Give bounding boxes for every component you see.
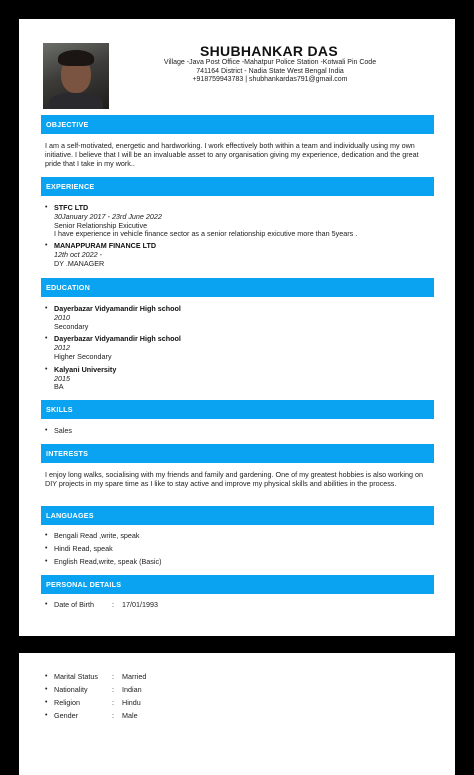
detail-value: Indian [122,684,142,694]
personal-detail-row [45,712,435,721]
employer-name: • STFC LTD [54,203,89,212]
personal-detail-row [45,673,435,682]
graduation-year: 2012 [54,343,70,353]
detail-separator: : [112,672,114,681]
language-item: • English Read,write, speak (Basic) [45,558,435,567]
personal-details-heading: PERSONAL DETAILS [41,575,434,594]
education-item [45,305,435,331]
employment-dates: 30January 2017 - 23rd June 2022 [54,211,162,221]
languages-heading: LANGUAGES [41,506,434,525]
detail-label: • Religion [54,697,80,707]
skills-list [45,427,435,436]
school-name: • Dayerbazar Vidyamandir High school [54,304,181,313]
resume-header [19,19,455,111]
experience-item [45,242,435,268]
school-name: • Dayerbazar Vidyamandir High school [54,334,181,344]
address-line-1: Village -Java Post Office -Mahatpur Police Station -Kotwali Pin Code [163,59,377,66]
education-level: Secondary [54,321,89,331]
job-description: I have experience in vehicle finance sector as a senior relationship exicutive more than 5years . [54,229,358,239]
resume-page-1 [19,19,455,636]
languages-list [45,532,435,566]
personal-detail-row [45,686,435,695]
graduation-year: 2015 [54,373,70,383]
language-item: • Bengali Read ,write, speak [45,532,435,541]
language-item: • Hindi Read, speak [45,545,435,554]
detail-value: Male [122,710,138,720]
detail-label: • Nationality [54,684,88,694]
personal-details-continued [45,673,435,721]
resume-page-2 [19,653,455,775]
skills-heading: SKILLS [41,400,434,419]
objective-heading: OBJECTIVE [41,115,434,134]
job-title: DY .MANAGER [54,258,105,268]
detail-value: 17/01/1993 [122,600,158,609]
detail-label: • Date of Birth [54,600,94,609]
experience-heading: EXPERIENCE [41,177,434,196]
education-item [45,335,435,361]
job-title: Senior Relationship Exicutive [54,220,148,230]
personal-detail-row [45,699,435,708]
contact-info [115,59,425,85]
skill-item: • Sales [45,427,435,436]
employer-name: • MANAPPURAM FINANCE LTD [54,241,157,251]
experience-item [45,204,435,239]
education-list [45,305,435,392]
experience-list [45,204,435,269]
interests-text: I enjoy long walks, socialising with my friends and family and gardening. One of my greatest hobbies is also working on DIY projects in my spare time as I like to stay active and improve my physical skills and abilities in the process. [45,470,423,488]
personal-detail-row [45,601,435,610]
education-level: Higher Secondary [54,351,112,361]
personal-details-list [45,601,435,610]
detail-value: Hindu [122,697,141,707]
employment-dates: 12th oct 2022 - [54,249,102,259]
education-item [45,366,435,392]
interests-heading: INTERESTS [41,444,434,463]
profile-photo [43,43,109,109]
detail-separator: : [112,710,114,720]
candidate-name: SHUBHANKAR DAS [200,43,338,59]
detail-separator: : [112,697,114,707]
address-line-2: 741164 District - Nadia State West Bengal India [196,67,344,75]
school-name: • Kalyani University [54,364,117,374]
detail-separator: : [112,684,114,694]
education-heading: EDUCATION [41,278,434,297]
objective-text: I am a self-motivated, energetic and hardworking. I work effectively both within a team and individually using my own initiative. I believe that I will be an invaluable asset to any organisation giving my experience, dedication and the great pride that I take in my work.. [45,141,419,168]
detail-label: • Gender [54,710,78,720]
detail-value: Married [122,672,147,681]
detail-label: • Marital Status [54,672,98,681]
detail-separator: : [112,600,114,609]
graduation-year: 2010 [54,312,70,322]
phone-email: +918759943783 | shubhankardas791@gmail.com [192,76,348,84]
education-level: BA [54,382,64,392]
